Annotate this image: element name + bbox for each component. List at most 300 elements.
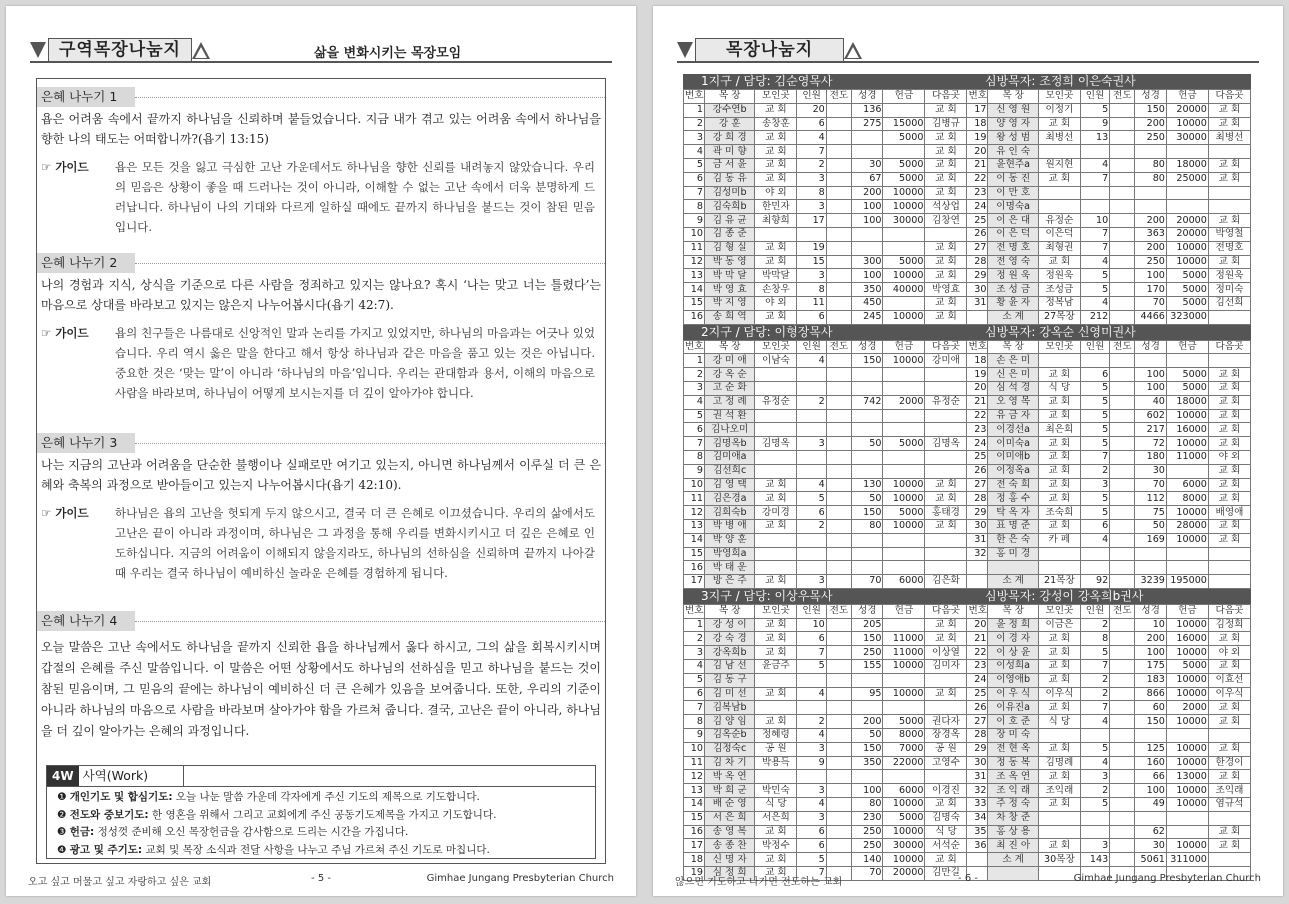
table-cell: 8000 bbox=[883, 729, 925, 743]
column-header: 인원 bbox=[797, 604, 826, 618]
table-cell: 교 회 bbox=[755, 492, 797, 506]
table-cell: 5 bbox=[684, 673, 705, 687]
table-cell: 공 원 bbox=[925, 742, 967, 756]
table-row bbox=[684, 381, 1251, 395]
table-cell: 18 bbox=[967, 354, 988, 368]
work-box bbox=[46, 765, 596, 859]
table-cell: 7 bbox=[684, 701, 705, 715]
table-cell: 최병선 bbox=[1038, 131, 1080, 145]
column-header: 다음곳 bbox=[1208, 604, 1250, 618]
table-cell: 200 bbox=[851, 715, 882, 729]
table-cell bbox=[925, 450, 967, 464]
table-cell: 교 회 bbox=[1208, 381, 1250, 395]
table-cell: 10000 bbox=[1166, 241, 1208, 255]
table-cell: 강 훈 bbox=[704, 117, 754, 131]
table-cell: 홍태경 bbox=[925, 506, 967, 520]
table-cell: 25 bbox=[967, 214, 988, 228]
table-cell: 조 옥 연 bbox=[988, 770, 1038, 784]
table-cell: 32 bbox=[967, 784, 988, 798]
right-banner bbox=[677, 38, 862, 62]
table-cell: 170 bbox=[1135, 283, 1166, 297]
table-cell: 교 회 bbox=[925, 158, 967, 172]
table-cell bbox=[851, 770, 882, 784]
table-cell bbox=[826, 729, 851, 743]
table-cell: 강미애 bbox=[925, 354, 967, 368]
table-cell: 6 bbox=[1080, 519, 1109, 533]
table-cell: 교 회 bbox=[1208, 103, 1250, 117]
table-cell: 1 bbox=[684, 103, 705, 117]
table-row bbox=[684, 492, 1251, 506]
section-question: 욥은 어려움 속에서 끝까지 하나님을 신뢰하며 붙들었습니다. 지금 내가 겪고 있는 어려움 속에서 하나님을 향한 나의 태도는 어떠합니까?(욥기 13:15) bbox=[41, 112, 601, 146]
table-cell: 250 bbox=[1135, 131, 1166, 145]
table-cell bbox=[1110, 409, 1135, 423]
table-cell bbox=[1208, 200, 1250, 214]
column-header: 목 장 bbox=[988, 90, 1038, 104]
table-cell: 130 bbox=[851, 478, 882, 492]
table-cell: 2 bbox=[797, 158, 826, 172]
table-cell: 2 bbox=[684, 368, 705, 382]
table-cell: 3 bbox=[797, 575, 826, 589]
table-cell: 교 회 bbox=[925, 798, 967, 812]
table-cell bbox=[826, 839, 851, 853]
district-block bbox=[683, 74, 1251, 325]
table-cell bbox=[883, 701, 925, 715]
table-cell: 강옥희b bbox=[704, 646, 754, 660]
table-row bbox=[684, 450, 1251, 464]
table-cell bbox=[925, 368, 967, 382]
table-cell: 11 bbox=[684, 241, 705, 255]
table-row bbox=[684, 255, 1251, 269]
table-cell bbox=[755, 227, 797, 241]
table-cell: 김희숙b bbox=[704, 506, 754, 520]
table-cell: 95 bbox=[851, 687, 882, 701]
table-cell: 5000 bbox=[1166, 283, 1208, 297]
table-cell: 7 bbox=[1080, 701, 1109, 715]
table-cell bbox=[967, 853, 988, 867]
table-cell bbox=[755, 368, 797, 382]
table-cell: 강 숙 경 bbox=[704, 632, 754, 646]
table-cell: 10000 bbox=[1166, 255, 1208, 269]
table-cell: 심 석 경 bbox=[988, 381, 1038, 395]
table-cell bbox=[1110, 561, 1135, 575]
table-cell: 7 bbox=[1080, 241, 1109, 255]
table-cell: 8 bbox=[684, 200, 705, 214]
table-cell bbox=[1208, 547, 1250, 561]
table-cell: 교 회 bbox=[925, 632, 967, 646]
table-cell: 10 bbox=[684, 742, 705, 756]
table-cell: 14 bbox=[684, 798, 705, 812]
table-cell bbox=[1110, 715, 1135, 729]
table-cell: 5000 bbox=[1166, 296, 1208, 310]
table-cell: 5000 bbox=[883, 506, 925, 520]
table-cell bbox=[826, 618, 851, 632]
table-cell: 김선희c bbox=[704, 464, 754, 478]
table-cell bbox=[826, 742, 851, 756]
table-cell: 17 bbox=[967, 103, 988, 117]
table-cell: 200 bbox=[851, 186, 882, 200]
work-item bbox=[57, 807, 585, 825]
table-cell bbox=[883, 241, 925, 255]
table-cell: 교 회 bbox=[755, 825, 797, 839]
table-cell bbox=[826, 715, 851, 729]
table-cell bbox=[826, 255, 851, 269]
table-cell: 5 bbox=[684, 158, 705, 172]
table-cell: 100 bbox=[1135, 381, 1166, 395]
table-cell: 홍 미 경 bbox=[988, 547, 1038, 561]
table-cell: 5 bbox=[797, 853, 826, 867]
table-cell: 이 만 호 bbox=[988, 186, 1038, 200]
table-cell: 이정옥a bbox=[988, 464, 1038, 478]
table-cell bbox=[1080, 200, 1109, 214]
column-header: 전도 bbox=[826, 604, 851, 618]
grace-section-1 bbox=[37, 87, 605, 237]
table-cell: 6 bbox=[797, 117, 826, 131]
table-cell: 150 bbox=[1135, 715, 1166, 729]
table-cell: 고 정 례 bbox=[704, 395, 754, 409]
table-cell: 소 계 bbox=[988, 310, 1038, 324]
table-row bbox=[684, 241, 1251, 255]
table-cell: 4 bbox=[797, 354, 826, 368]
table-cell: 32 bbox=[967, 547, 988, 561]
table-cell: 15 bbox=[684, 296, 705, 310]
table-cell: 야 외 bbox=[1208, 450, 1250, 464]
table-row bbox=[684, 839, 1251, 853]
table-cell bbox=[1208, 310, 1250, 324]
table-cell: 서은희 bbox=[755, 811, 797, 825]
table-cell: 교 회 bbox=[755, 103, 797, 117]
table-cell: 3 bbox=[797, 172, 826, 186]
table-cell bbox=[1080, 561, 1109, 575]
district-title: 3지구 / 담당: 이상우목사 bbox=[701, 588, 833, 603]
table-cell: 205 bbox=[851, 618, 882, 632]
table-cell: 김병규 bbox=[925, 117, 967, 131]
table-cell: 17 bbox=[684, 839, 705, 853]
column-header: 성경 bbox=[851, 340, 882, 354]
table-cell bbox=[1135, 729, 1166, 743]
table-cell: 교 회 bbox=[1208, 437, 1250, 451]
table-cell: 5 bbox=[1080, 269, 1109, 283]
table-row bbox=[684, 409, 1251, 423]
table-cell bbox=[988, 561, 1038, 575]
column-header: 목 장 bbox=[988, 340, 1038, 354]
table-cell: 602 bbox=[1135, 409, 1166, 423]
table-cell: 교 회 bbox=[1208, 478, 1250, 492]
table-cell: 4 bbox=[684, 145, 705, 159]
table-cell: 교 회 bbox=[1208, 742, 1250, 756]
table-cell bbox=[967, 561, 988, 575]
table-cell: 27 bbox=[967, 715, 988, 729]
table-cell bbox=[826, 103, 851, 117]
column-header: 인원 bbox=[1080, 340, 1109, 354]
table-cell: 이명숙a bbox=[988, 200, 1038, 214]
work-item-text: 정성껏 준비해 오신 목장헌금을 감사함으로 드리는 시간을 가집니다. bbox=[94, 826, 409, 838]
table-cell: 3 bbox=[684, 381, 705, 395]
table-cell: 이성희a bbox=[988, 660, 1038, 674]
column-header: 다음곳 bbox=[1208, 90, 1250, 104]
table-cell: 정원욱 bbox=[1038, 269, 1080, 283]
table-cell: 교 회 bbox=[1208, 368, 1250, 382]
table-cell: 박영철 bbox=[1208, 227, 1250, 241]
table-cell bbox=[925, 381, 967, 395]
district-table bbox=[683, 89, 1251, 325]
table-cell: 김 남 선 bbox=[704, 660, 754, 674]
table-cell bbox=[851, 561, 882, 575]
table-cell: 유정순 bbox=[755, 395, 797, 409]
table-cell: 염규석 bbox=[1208, 798, 1250, 812]
table-cell: 10000 bbox=[883, 660, 925, 674]
table-cell: 10000 bbox=[1166, 756, 1208, 770]
table-cell: 조 성 금 bbox=[988, 283, 1038, 297]
table-cell: 10000 bbox=[1166, 673, 1208, 687]
table-cell: 방 은 주 bbox=[704, 575, 754, 589]
table-cell bbox=[826, 227, 851, 241]
table-cell bbox=[1110, 646, 1135, 660]
table-cell bbox=[826, 464, 851, 478]
table-cell: 서석순 bbox=[925, 839, 967, 853]
table-cell: 이미애b bbox=[988, 450, 1038, 464]
table-cell: 김정희 bbox=[1208, 618, 1250, 632]
table-row bbox=[684, 478, 1251, 492]
table-cell: 교 회 bbox=[755, 145, 797, 159]
table-cell: 5 bbox=[1080, 381, 1109, 395]
table-cell: 김정숙c bbox=[704, 742, 754, 756]
column-header: 인원 bbox=[1080, 604, 1109, 618]
district-visit-shepherd: 심방목자: 조정희 이은숙권사 bbox=[985, 74, 1136, 88]
table-cell: 식 당 bbox=[925, 825, 967, 839]
table-cell: 3 bbox=[684, 646, 705, 660]
table-cell bbox=[826, 131, 851, 145]
table-cell: 100 bbox=[1135, 368, 1166, 382]
table-cell bbox=[1166, 825, 1208, 839]
table-cell: 이우식 bbox=[1038, 687, 1080, 701]
table-cell bbox=[1110, 853, 1135, 867]
guide-block bbox=[37, 149, 605, 237]
table-cell: 강 성 이 bbox=[704, 618, 754, 632]
table-cell: 70 bbox=[851, 575, 882, 589]
table-cell: 19 bbox=[967, 368, 988, 382]
table-cell: 금 서 윤 bbox=[704, 158, 754, 172]
table-cell: 40 bbox=[1135, 395, 1166, 409]
table-cell: 10000 bbox=[883, 825, 925, 839]
table-cell: 10000 bbox=[883, 798, 925, 812]
table-cell bbox=[1110, 395, 1135, 409]
table-cell: 교 회 bbox=[755, 853, 797, 867]
table-cell: 10000 bbox=[1166, 798, 1208, 812]
table-row bbox=[684, 368, 1251, 382]
table-cell bbox=[1038, 186, 1080, 200]
table-cell: 정복남 bbox=[1038, 296, 1080, 310]
table-cell: 180 bbox=[1135, 450, 1166, 464]
table-cell: 21 bbox=[967, 395, 988, 409]
table-cell: 100 bbox=[1135, 784, 1166, 798]
district-tables bbox=[683, 74, 1251, 881]
table-cell: 전명호 bbox=[1208, 241, 1250, 255]
table-cell bbox=[1110, 450, 1135, 464]
table-cell: 100 bbox=[1135, 269, 1166, 283]
table-cell bbox=[1110, 381, 1135, 395]
table-cell bbox=[797, 673, 826, 687]
table-cell bbox=[1110, 117, 1135, 131]
column-header: 헌금 bbox=[883, 340, 925, 354]
table-cell bbox=[925, 770, 967, 784]
table-cell: 박 막 달 bbox=[704, 269, 754, 283]
table-cell: 10000 bbox=[883, 186, 925, 200]
table-cell: 72 bbox=[1135, 437, 1166, 451]
table-cell: 28 bbox=[967, 729, 988, 743]
table-cell: 이상열 bbox=[925, 646, 967, 660]
table-cell: 250 bbox=[1135, 255, 1166, 269]
table-cell: 김 미 선 bbox=[704, 687, 754, 701]
table-cell: 교 회 bbox=[755, 241, 797, 255]
table-cell: 신 은 미 bbox=[988, 368, 1038, 382]
table-cell: 조익래 bbox=[1208, 784, 1250, 798]
table-cell bbox=[1080, 825, 1109, 839]
table-cell bbox=[1110, 437, 1135, 451]
table-cell: 35 bbox=[967, 825, 988, 839]
table-cell bbox=[826, 632, 851, 646]
table-cell: 16 bbox=[684, 310, 705, 324]
table-cell: 이금은 bbox=[1038, 618, 1080, 632]
table-cell bbox=[1080, 547, 1109, 561]
table-cell bbox=[883, 381, 925, 395]
table-cell bbox=[851, 409, 882, 423]
table-cell: 24 bbox=[967, 437, 988, 451]
table-row bbox=[684, 632, 1251, 646]
district-header bbox=[683, 589, 1251, 604]
table-cell: 교 회 bbox=[1208, 158, 1250, 172]
table-cell: 217 bbox=[1135, 423, 1166, 437]
table-cell bbox=[1110, 687, 1135, 701]
table-cell bbox=[1110, 158, 1135, 172]
table-cell: 2 bbox=[797, 715, 826, 729]
table-cell: 조 익 래 bbox=[988, 784, 1038, 798]
table-cell: 야 외 bbox=[755, 186, 797, 200]
table-cell: 200 bbox=[1135, 214, 1166, 228]
table-cell: 21목장 bbox=[1038, 575, 1080, 589]
table-cell: 75 bbox=[1135, 506, 1166, 520]
table-cell: 30000 bbox=[883, 214, 925, 228]
footer-slogan: 않으면 기도하고 나가면 전도하는 교회 bbox=[675, 877, 843, 888]
table-cell: 28 bbox=[967, 255, 988, 269]
table-cell: 김명숙 bbox=[925, 811, 967, 825]
table-cell: 25000 bbox=[1166, 172, 1208, 186]
table-cell: 교 회 bbox=[755, 478, 797, 492]
table-cell: 고 순 화 bbox=[704, 381, 754, 395]
table-cell: 60 bbox=[1135, 701, 1166, 715]
table-cell: 3 bbox=[1080, 478, 1109, 492]
table-cell: 교 회 bbox=[1208, 464, 1250, 478]
table-cell bbox=[883, 547, 925, 561]
work-item bbox=[57, 842, 585, 860]
table-cell bbox=[1110, 214, 1135, 228]
table-cell bbox=[967, 310, 988, 324]
table-cell: 교 회 bbox=[755, 310, 797, 324]
section-title: 은혜 나누기 1 bbox=[37, 87, 135, 107]
table-cell bbox=[826, 798, 851, 812]
table-cell bbox=[1038, 811, 1080, 825]
column-header: 인원 bbox=[1080, 90, 1109, 104]
table-cell: 교 회 bbox=[925, 853, 967, 867]
table-cell: 4 bbox=[797, 729, 826, 743]
table-cell: 1 bbox=[684, 354, 705, 368]
table-cell: 6 bbox=[797, 825, 826, 839]
table-cell: 30 bbox=[851, 158, 882, 172]
table-cell: 12 bbox=[684, 255, 705, 269]
table-cell: 50 bbox=[1135, 519, 1166, 533]
table-cell: 이경선a bbox=[988, 423, 1038, 437]
table-cell bbox=[1135, 561, 1166, 575]
table-cell: 4 bbox=[1080, 255, 1109, 269]
table-cell: 전 명 호 bbox=[988, 241, 1038, 255]
work-item-text: 한 영혼을 위해서 그리고 교회에게 주신 공동기도제목을 가지고 기도합니다. bbox=[148, 808, 497, 821]
table-cell bbox=[797, 423, 826, 437]
table-cell: 교 회 bbox=[925, 296, 967, 310]
table-cell: 4 bbox=[1080, 715, 1109, 729]
table-cell: 30000 bbox=[1166, 131, 1208, 145]
table-cell: 교 회 bbox=[1038, 839, 1080, 853]
guide-block bbox=[37, 495, 605, 583]
table-cell bbox=[1166, 186, 1208, 200]
table-cell: 소 계 bbox=[988, 853, 1038, 867]
table-cell: 박 동 영 bbox=[704, 255, 754, 269]
table-row bbox=[684, 519, 1251, 533]
table-cell bbox=[1166, 561, 1208, 575]
table-cell: 50 bbox=[851, 729, 882, 743]
table-cell bbox=[1110, 241, 1135, 255]
table-cell bbox=[1110, 519, 1135, 533]
table-cell: 29 bbox=[967, 742, 988, 756]
table-cell: 교 회 bbox=[1038, 701, 1080, 715]
table-cell: 24 bbox=[967, 673, 988, 687]
table-cell: 교 회 bbox=[1038, 368, 1080, 382]
table-cell: 10000 bbox=[883, 269, 925, 283]
table-cell: 80 bbox=[851, 519, 882, 533]
table-cell: 교 회 bbox=[1208, 423, 1250, 437]
table-cell bbox=[883, 227, 925, 241]
table-cell: 23 bbox=[967, 660, 988, 674]
left-content-box bbox=[36, 78, 606, 864]
table-cell bbox=[1110, 575, 1135, 589]
table-cell bbox=[1110, 811, 1135, 825]
column-header: 번호 bbox=[685, 90, 704, 102]
table-cell: 한 은 숙 bbox=[988, 533, 1038, 547]
table-cell: 5 bbox=[1080, 437, 1109, 451]
table-cell: 김미자 bbox=[925, 660, 967, 674]
table-cell: 강 희 경 bbox=[704, 131, 754, 145]
table-cell bbox=[826, 492, 851, 506]
table-cell: 15 bbox=[797, 255, 826, 269]
table-cell: 10 bbox=[684, 227, 705, 241]
table-cell: 6 bbox=[797, 839, 826, 853]
table-cell: 33 bbox=[967, 798, 988, 812]
table-cell: 권 석 환 bbox=[704, 409, 754, 423]
table-cell: 교 회 bbox=[755, 632, 797, 646]
table-cell: 신 영 원 bbox=[988, 103, 1038, 117]
table-cell bbox=[826, 145, 851, 159]
left-footer bbox=[28, 873, 614, 888]
table-cell: 5000 bbox=[1166, 368, 1208, 382]
table-cell bbox=[851, 464, 882, 478]
table-cell: 10000 bbox=[883, 354, 925, 368]
table-cell: 배영애 bbox=[1208, 506, 1250, 520]
table-cell: 최형권 bbox=[1038, 241, 1080, 255]
table-cell bbox=[1110, 533, 1135, 547]
table-cell: 350 bbox=[851, 283, 882, 297]
table-cell: 교 회 bbox=[1038, 798, 1080, 812]
table-cell bbox=[1110, 770, 1135, 784]
table-cell bbox=[1038, 547, 1080, 561]
table-cell: 교 회 bbox=[925, 186, 967, 200]
